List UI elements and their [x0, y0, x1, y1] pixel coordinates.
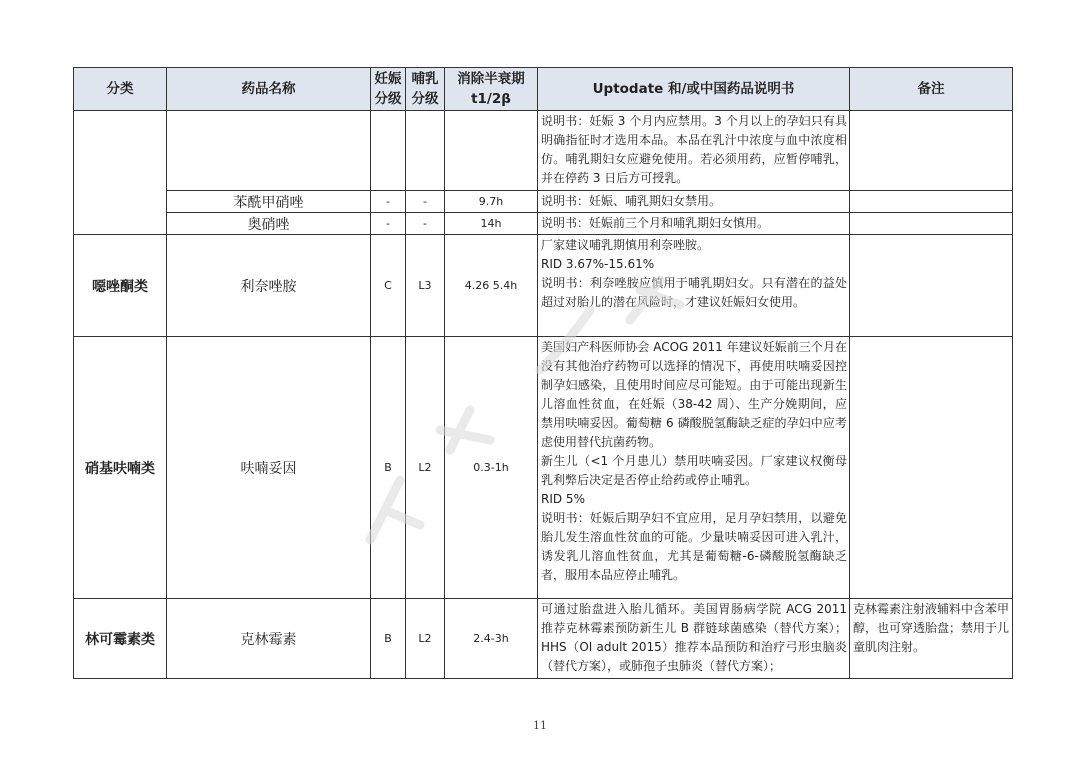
header-half-life — [445, 68, 538, 111]
remarks-cell — [850, 111, 1013, 191]
header-half-life-line2: t1/2β — [471, 91, 511, 107]
description-paragraph: RID 5% — [541, 492, 585, 506]
drug-name-cell: 利奈唑胺 — [167, 235, 371, 337]
description-cell — [538, 235, 850, 337]
table-row — [74, 111, 1013, 191]
drug-table — [73, 67, 1013, 679]
header-pregnancy-grade: 妊娠分级 — [371, 68, 406, 111]
description-paragraph: 说明书：妊娠前三个月和哺乳期妇女慎用。 — [541, 216, 770, 230]
lactation-grade-cell — [406, 111, 445, 191]
pregnancy-grade-cell: C — [371, 235, 406, 337]
half-life-cell: 14h — [445, 213, 538, 235]
description-cell — [538, 191, 850, 213]
drug-name-cell — [167, 111, 371, 191]
description-paragraph: 说明书：利奈唑胺应慎用于哺乳期妇女。只有潜在的益处超过对胎儿的潜在风险时，才建议妊娠妇女使用。 — [541, 276, 847, 309]
description-paragraph: 说明书：妊娠、哺乳期妇女禁用。 — [541, 194, 722, 208]
header-lactation-grade: 哺乳分级 — [406, 68, 445, 111]
drug-name-cell: 奥硝唑 — [167, 213, 371, 235]
pregnancy-grade-cell — [371, 111, 406, 191]
page-number: 11 — [533, 719, 547, 732]
header-uptodate: Uptodate 和/或中国药品说明书 — [538, 68, 850, 111]
remarks-cell — [850, 191, 1013, 213]
description-paragraph: 可通过胎盘进入胎儿循环。美国胃肠病学院 ACG 2011 推荐克林霉素预防新生儿 B 群链球菌感染（替代方案）；HHS（OI adult 2015）推荐本品预防和治疗弓形虫脑炎（替代方案），或肺孢子虫肺炎（替代方案）； — [541, 602, 847, 673]
lactation-grade-cell: - — [406, 213, 445, 235]
header-category: 分类 — [74, 68, 167, 111]
lactation-grade-cell: L2 — [406, 599, 445, 679]
table-row — [74, 337, 1013, 599]
drug-name-cell: 苯酰甲硝唑 — [167, 191, 371, 213]
remarks-cell: 克林霉素注射液辅料中含苯甲醇，也可穿透胎盘；禁用于儿童肌肉注射。 — [850, 599, 1013, 679]
header-remarks: 备注 — [850, 68, 1013, 111]
pregnancy-grade-cell: B — [371, 599, 406, 679]
table-row — [74, 213, 1013, 235]
description-cell — [538, 111, 850, 191]
description-paragraph: 说明书：妊娠 3 个月内应禁用。3 个月以上的孕妇只有具明确指征时才选用本品。本品在乳汁中浓度与血中浓度相仿。哺乳期妇女应避免使用。若必须用药，应暂停哺乳，并在停药 3 日后方可授乳。 — [541, 114, 847, 185]
description-cell — [538, 337, 850, 599]
header-drug-name: 药品名称 — [167, 68, 371, 111]
pregnancy-grade-cell: - — [371, 191, 406, 213]
pregnancy-grade-cell: B — [371, 337, 406, 599]
lactation-grade-cell: L3 — [406, 235, 445, 337]
description-cell — [538, 599, 850, 679]
half-life-cell: 9.7h — [445, 191, 538, 213]
remarks-cell — [850, 337, 1013, 599]
lactation-grade-cell: L2 — [406, 337, 445, 599]
table-row — [74, 599, 1013, 679]
table-row — [74, 235, 1013, 337]
category-cell: 噁唑酮类 — [74, 235, 167, 337]
lactation-grade-cell: - — [406, 191, 445, 213]
category-cell: 硝基呋喃类 — [74, 337, 167, 599]
description-paragraph: 新生儿（<1 个月患儿）禁用呋喃妥因。厂家建议权衡母乳利弊后决定是否停止给药或停止哺乳。 — [541, 454, 847, 487]
description-paragraph: 美国妇产科医师协会 ACOG 2011 年建议妊娠前三个月在没有其他治疗药物可以选择的情况下，再使用呋喃妥因控制孕妇感染，且使用时间应尽可能短。由于可能出现新生儿溶血性贫血，在妊娠（38-42 周）、生产分娩期间，应禁用呋喃妥因。葡萄糖 6 磷酸脱氢酶缺乏症的孕妇中应考虑使用替代抗菌药物。 — [541, 340, 847, 449]
half-life-cell: 4.26 5.4h — [445, 235, 538, 337]
remarks-cell — [850, 213, 1013, 235]
remarks-cell — [850, 235, 1013, 337]
half-life-cell — [445, 111, 538, 191]
category-cell: 林可霉素类 — [74, 599, 167, 679]
table-row — [74, 191, 1013, 213]
description-paragraph: RID 3.67%-15.61% — [541, 257, 655, 271]
description-paragraph: 说明书：妊娠后期孕妇不宜应用，足月孕妇禁用，以避免胎儿发生溶血性贫血的可能。少量呋喃妥因可进入乳汁，诱发乳儿溶血性贫血，尤其是葡萄糖-6-磷酸脱氢酶缺乏者，服用本品应停止哺乳。 — [541, 511, 847, 582]
header-half-life-line1: 消除半衰期 — [457, 71, 525, 87]
half-life-cell: 2.4-3h — [445, 599, 538, 679]
pregnancy-grade-cell: - — [371, 213, 406, 235]
drug-name-cell: 呋喃妥因 — [167, 337, 371, 599]
description-cell — [538, 213, 850, 235]
half-life-cell: 0.3-1h — [445, 337, 538, 599]
drug-name-cell: 克林霉素 — [167, 599, 371, 679]
description-paragraph: 厂家建议哺乳期慎用利奈唑胺。 — [541, 238, 710, 252]
header-row — [74, 68, 1013, 111]
category-cell — [74, 111, 167, 235]
